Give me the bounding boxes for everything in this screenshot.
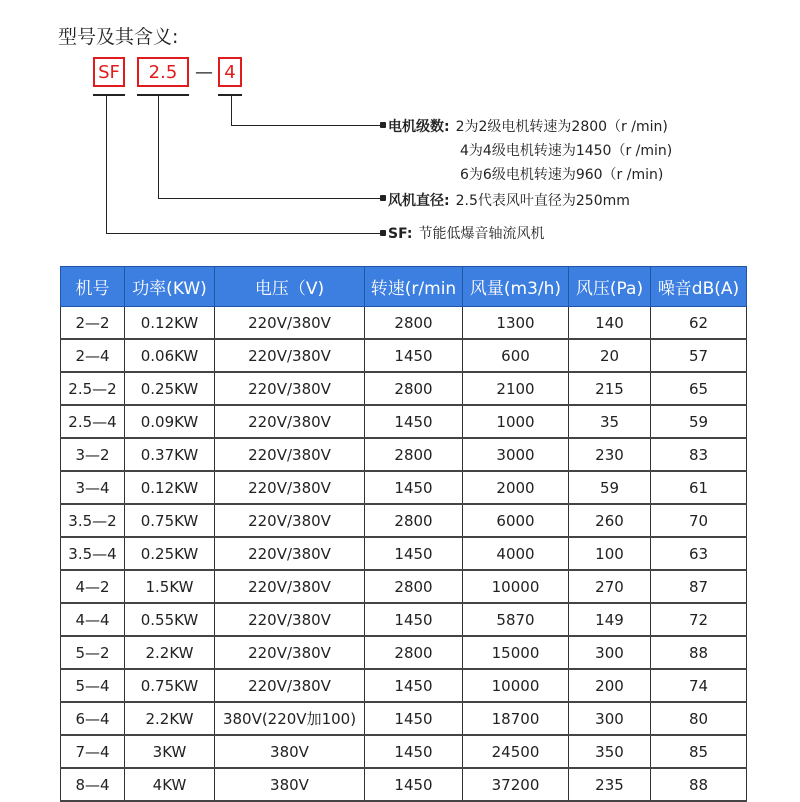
cell-voltage: 220V/380V	[215, 471, 365, 504]
cell-power: 0.12KW	[125, 471, 215, 504]
poles-annotation-line-3: 6为6级电机转速为960（r /min)	[460, 167, 664, 183]
cell-pressure: 149	[569, 603, 651, 636]
cell-model: 6—4	[61, 702, 125, 735]
cell-speed: 2800	[365, 636, 463, 669]
table-row	[61, 735, 747, 768]
table-row	[61, 471, 747, 504]
sf-annotation-label: SF:	[388, 226, 413, 242]
cell-airflow: 3000	[463, 438, 569, 471]
cell-model: 4—4	[61, 603, 125, 636]
cell-noise: 70	[651, 504, 747, 537]
cell-airflow: 2000	[463, 471, 569, 504]
cell-noise: 74	[651, 669, 747, 702]
cell-power: 0.25KW	[125, 372, 215, 405]
cell-pressure: 300	[569, 636, 651, 669]
cell-voltage: 220V/380V	[215, 405, 365, 438]
poles-leader-horizontal	[231, 125, 383, 126]
cell-speed: 1450	[365, 669, 463, 702]
cell-model: 5—4	[61, 669, 125, 702]
cell-power: 0.09KW	[125, 405, 215, 438]
header-cell-noise: 噪音dB(A)	[651, 267, 747, 307]
cell-airflow: 2100	[463, 372, 569, 405]
cell-model: 3.5—2	[61, 504, 125, 537]
cell-noise: 88	[651, 768, 747, 801]
cell-pressure: 350	[569, 735, 651, 768]
cell-speed: 1450	[365, 537, 463, 570]
cell-voltage: 220V/380V	[215, 669, 365, 702]
cell-pressure: 235	[569, 768, 651, 801]
cell-model: 5—2	[61, 636, 125, 669]
table-row	[61, 636, 747, 669]
cell-speed: 1450	[365, 702, 463, 735]
table-row	[61, 339, 747, 372]
cell-pressure: 140	[569, 307, 651, 340]
cell-airflow: 4000	[463, 537, 569, 570]
cell-pressure: 200	[569, 669, 651, 702]
cell-voltage: 380V	[215, 735, 365, 768]
table-row	[61, 570, 747, 603]
cell-voltage: 380V	[215, 768, 365, 801]
cell-power: 2.2KW	[125, 702, 215, 735]
diameter-leader-vertical	[158, 95, 159, 199]
cell-voltage: 220V/380V	[215, 603, 365, 636]
cell-model: 2.5—4	[61, 405, 125, 438]
cell-model: 3—2	[61, 438, 125, 471]
header-cell-airflow: 风量(m3/h)	[463, 267, 569, 307]
cell-noise: 80	[651, 702, 747, 735]
cell-voltage: 220V/380V	[215, 504, 365, 537]
cell-power: 0.12KW	[125, 307, 215, 340]
cell-model: 4—2	[61, 570, 125, 603]
cell-pressure: 230	[569, 438, 651, 471]
page-title: 型号及其含义:	[58, 26, 179, 48]
cell-noise: 65	[651, 372, 747, 405]
cell-noise: 72	[651, 603, 747, 636]
table-row	[61, 307, 747, 340]
cell-speed: 1450	[365, 339, 463, 372]
cell-airflow: 1300	[463, 307, 569, 340]
cell-airflow: 6000	[463, 504, 569, 537]
model-dash: —	[195, 62, 213, 83]
header-cell-pressure: 风压(Pa)	[569, 267, 651, 307]
diameter-leader-horizontal	[158, 198, 383, 199]
cell-power: 0.25KW	[125, 537, 215, 570]
cell-power: 1.5KW	[125, 570, 215, 603]
cell-airflow: 5870	[463, 603, 569, 636]
cell-model: 2—4	[61, 339, 125, 372]
sf-annotation	[388, 223, 544, 243]
cell-pressure: 100	[569, 537, 651, 570]
cell-airflow: 24500	[463, 735, 569, 768]
cell-speed: 1450	[365, 471, 463, 504]
cell-speed: 1450	[365, 405, 463, 438]
cell-airflow: 600	[463, 339, 569, 372]
cell-airflow: 37200	[463, 768, 569, 801]
cell-model: 2.5—2	[61, 372, 125, 405]
cell-noise: 57	[651, 339, 747, 372]
cell-speed: 1450	[365, 768, 463, 801]
model-prefix-box: SF	[93, 57, 125, 87]
cell-power: 3KW	[125, 735, 215, 768]
table-row	[61, 702, 747, 735]
header-cell-model: 机号	[61, 267, 125, 307]
diameter-underline	[137, 94, 189, 96]
cell-speed: 2800	[365, 504, 463, 537]
poles-annotation-label: 电机级数:	[388, 119, 450, 135]
cell-model: 7—4	[61, 735, 125, 768]
model-poles-box: 4	[218, 57, 242, 87]
table-body	[61, 307, 747, 802]
diameter-annotation-label: 风机直径:	[388, 193, 450, 209]
table-row	[61, 603, 747, 636]
table-row	[61, 438, 747, 471]
cell-power: 0.75KW	[125, 504, 215, 537]
table-row	[61, 504, 747, 537]
poles-leader-vertical	[231, 95, 232, 126]
cell-noise: 87	[651, 570, 747, 603]
sf-leader-dot	[380, 230, 386, 236]
sf-annotation-text: 节能低爆音轴流风机	[418, 226, 545, 242]
cell-speed: 2800	[365, 438, 463, 471]
cell-voltage: 220V/380V	[215, 339, 365, 372]
sf-leader-horizontal	[106, 233, 383, 234]
cell-airflow: 1000	[463, 405, 569, 438]
model-diameter-box: 2.5	[137, 57, 189, 87]
header-cell-voltage: 电压（V)	[215, 267, 365, 307]
cell-airflow: 15000	[463, 636, 569, 669]
table-row	[61, 768, 747, 801]
poles-underline	[218, 94, 242, 96]
cell-speed: 1450	[365, 735, 463, 768]
cell-noise: 83	[651, 438, 747, 471]
poles-annotation-line-2: 4为4级电机转速为1450（r /min)	[460, 143, 673, 159]
cell-voltage: 220V/380V	[215, 438, 365, 471]
cell-pressure: 270	[569, 570, 651, 603]
cell-noise: 88	[651, 636, 747, 669]
poles-leader-dot	[380, 122, 386, 128]
cell-voltage: 220V/380V	[215, 307, 365, 340]
cell-voltage: 220V/380V	[215, 537, 365, 570]
header-cell-power: 功率(KW)	[125, 267, 215, 307]
cell-speed: 2800	[365, 372, 463, 405]
cell-pressure: 20	[569, 339, 651, 372]
cell-power: 4KW	[125, 768, 215, 801]
table-row	[61, 537, 747, 570]
cell-noise: 62	[651, 307, 747, 340]
sf-leader-vertical	[106, 95, 107, 234]
cell-model: 8—4	[61, 768, 125, 801]
cell-pressure: 215	[569, 372, 651, 405]
spec-table	[60, 266, 747, 802]
header-cell-speed: 转速(r/min	[365, 267, 463, 307]
cell-power: 0.75KW	[125, 669, 215, 702]
cell-airflow: 10000	[463, 669, 569, 702]
table-row	[61, 405, 747, 438]
cell-power: 0.06KW	[125, 339, 215, 372]
cell-pressure: 35	[569, 405, 651, 438]
cell-pressure: 300	[569, 702, 651, 735]
cell-power: 0.55KW	[125, 603, 215, 636]
cell-voltage: 220V/380V	[215, 372, 365, 405]
cell-pressure: 260	[569, 504, 651, 537]
cell-airflow: 10000	[463, 570, 569, 603]
table-row	[61, 372, 747, 405]
cell-model: 2—2	[61, 307, 125, 340]
cell-voltage: 380V(220V加100)	[215, 702, 365, 735]
cell-speed: 1450	[365, 603, 463, 636]
cell-voltage: 220V/380V	[215, 636, 365, 669]
cell-speed: 2800	[365, 307, 463, 340]
diameter-leader-dot	[380, 195, 386, 201]
cell-voltage: 220V/380V	[215, 570, 365, 603]
cell-model: 3.5—4	[61, 537, 125, 570]
cell-noise: 61	[651, 471, 747, 504]
poles-annotation-line-1	[388, 116, 668, 136]
poles-annotation-text: 2为2级电机转速为2800（r /min)	[455, 119, 668, 135]
cell-airflow: 18700	[463, 702, 569, 735]
cell-speed: 2800	[365, 570, 463, 603]
cell-noise: 59	[651, 405, 747, 438]
diameter-annotation	[388, 190, 630, 210]
diameter-annotation-text: 2.5代表风叶直径为250mm	[455, 193, 630, 209]
prefix-underline	[93, 94, 125, 96]
table-header-row	[61, 267, 747, 307]
cell-power: 0.37KW	[125, 438, 215, 471]
cell-model: 3—4	[61, 471, 125, 504]
cell-noise: 85	[651, 735, 747, 768]
cell-power: 2.2KW	[125, 636, 215, 669]
cell-noise: 63	[651, 537, 747, 570]
table-row	[61, 669, 747, 702]
cell-pressure: 59	[569, 471, 651, 504]
